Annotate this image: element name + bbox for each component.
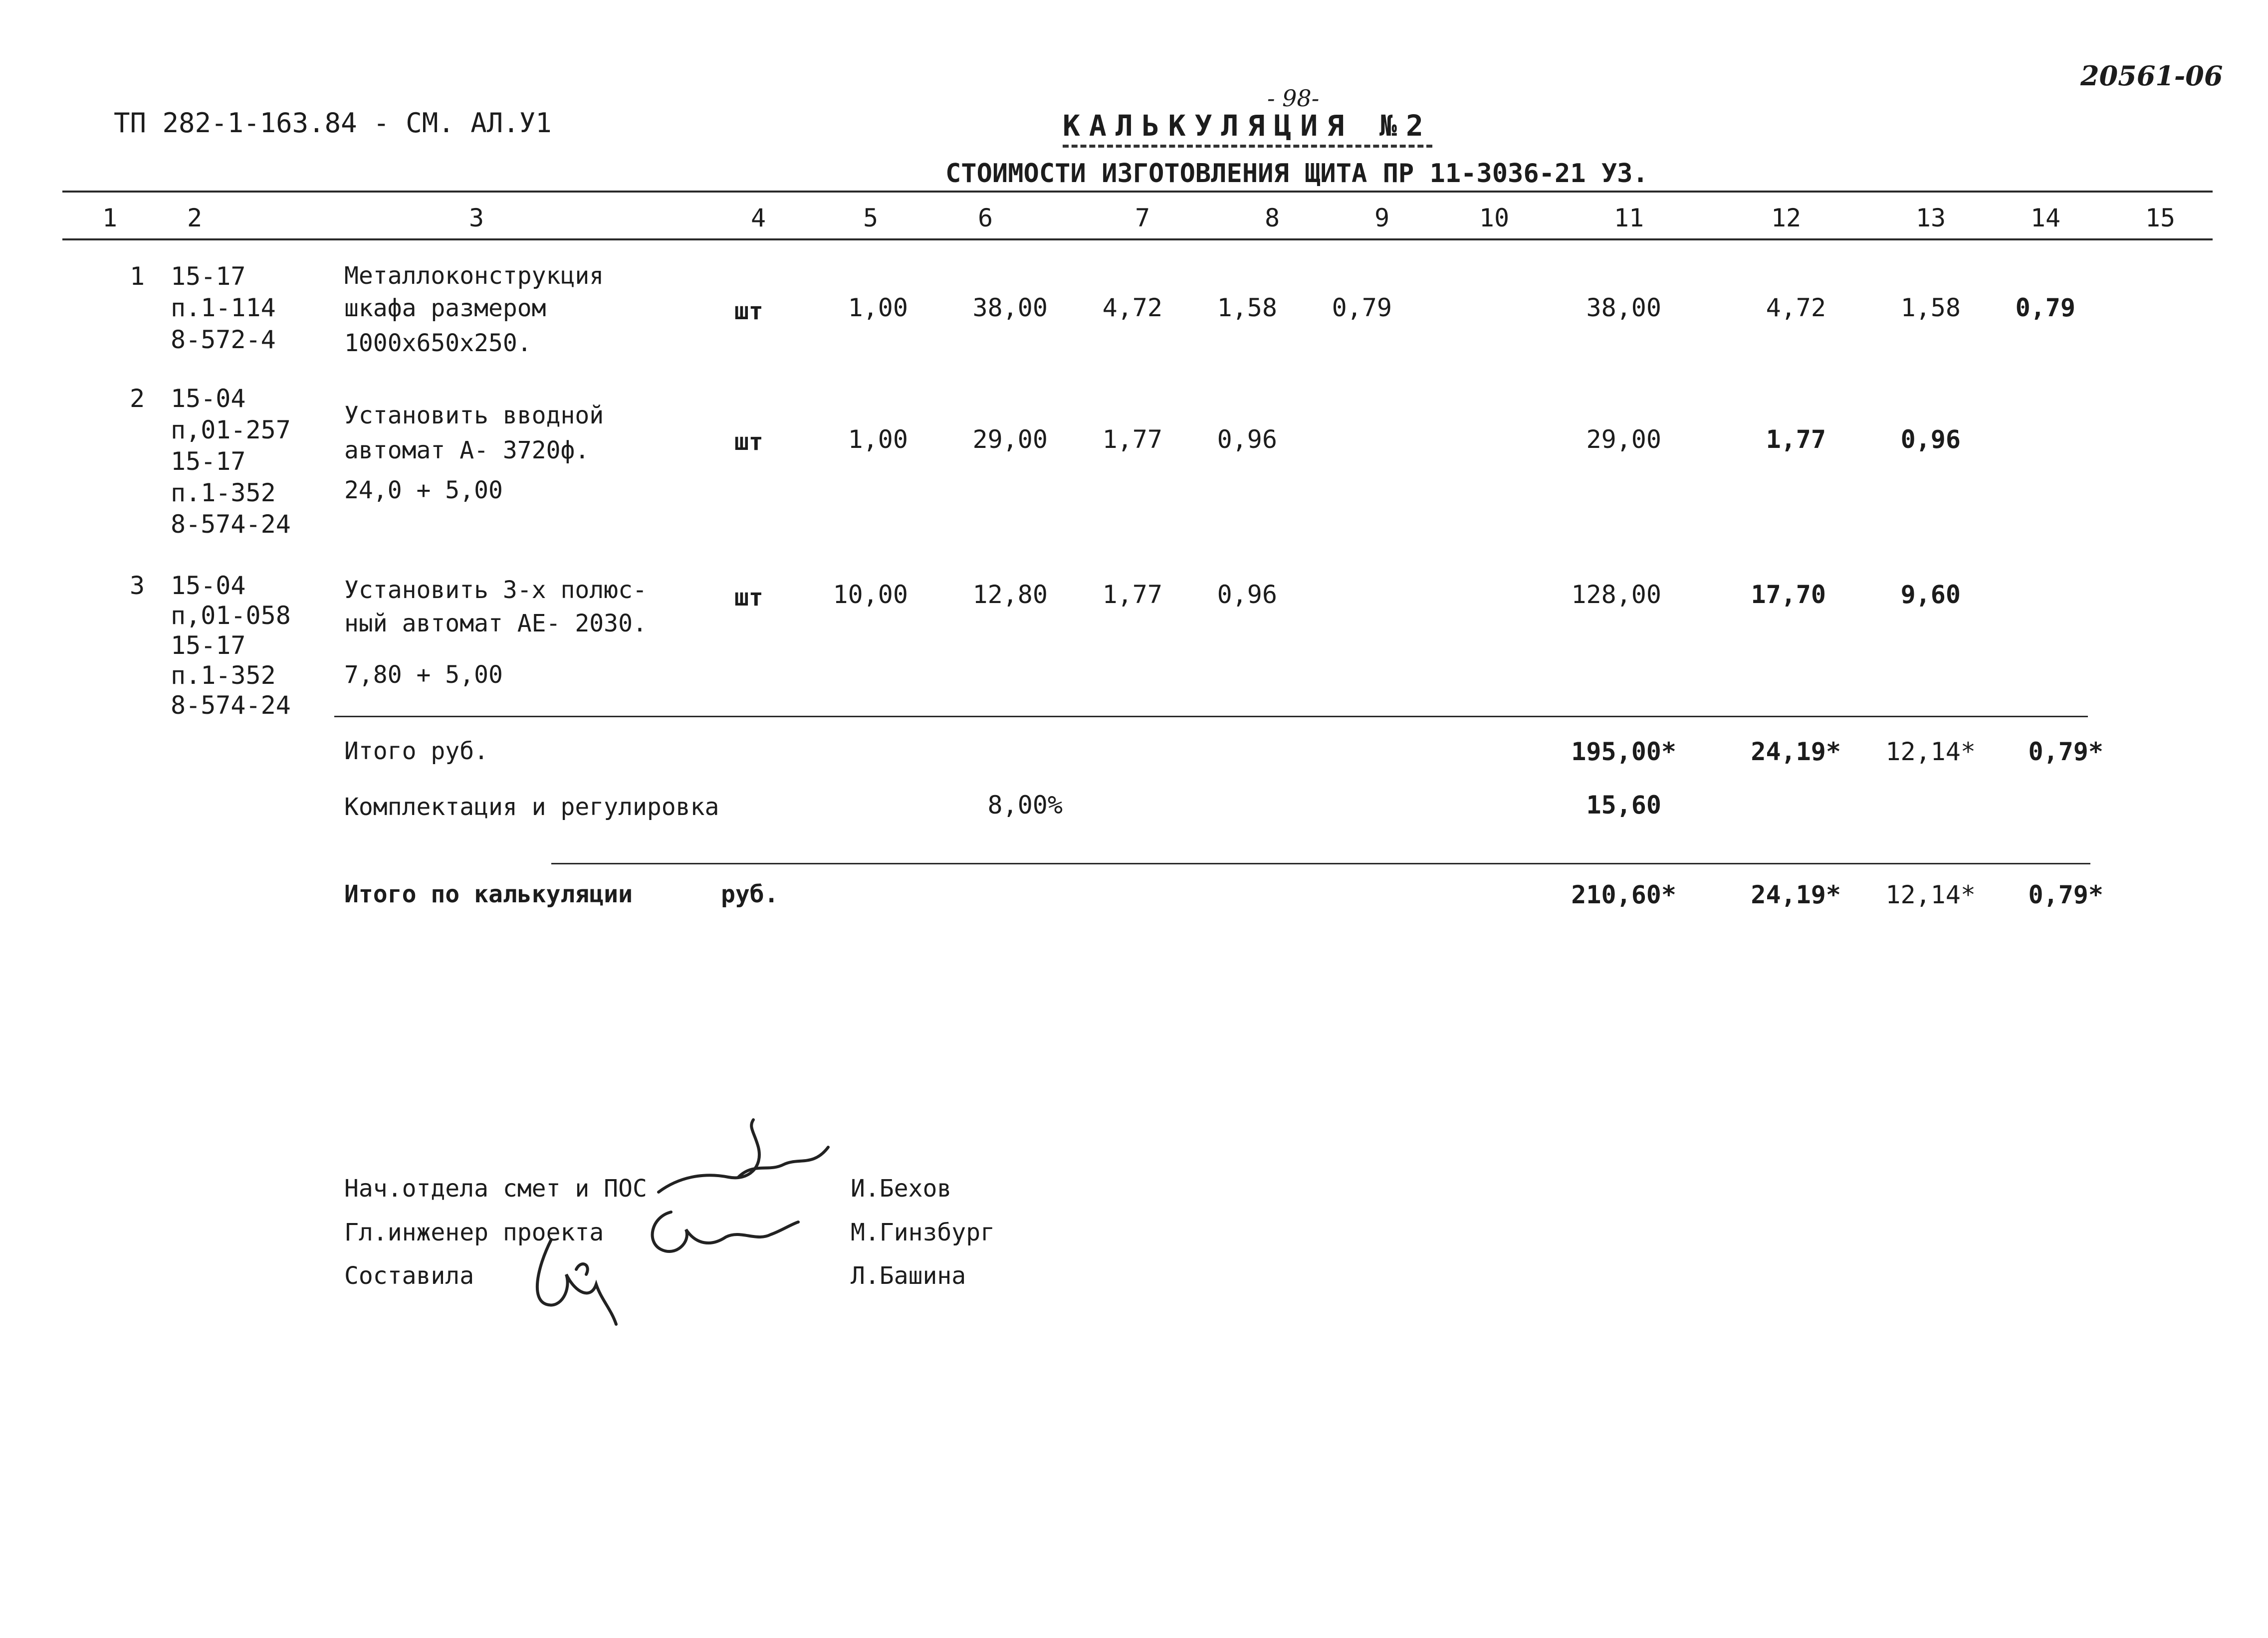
unit-cost: 29,00 bbox=[972, 425, 1048, 454]
unit-wages: 1,77 bbox=[1102, 425, 1162, 454]
signer-role: Составила bbox=[344, 1262, 474, 1290]
norm-code: п.1-352 bbox=[171, 661, 276, 690]
document-title bbox=[1063, 109, 1432, 143]
row-number: 3 bbox=[130, 571, 145, 600]
item-description: шкафа размером bbox=[344, 294, 546, 322]
total-label: Итого по калькуляции bbox=[344, 880, 633, 908]
assembly-cost: 15,60 bbox=[1586, 791, 1661, 819]
unit-wages: 1,77 bbox=[1102, 580, 1162, 609]
column-number: 6 bbox=[977, 204, 993, 232]
archive-number: 20561-06 bbox=[2080, 60, 2223, 92]
unit-machines: 0,96 bbox=[1217, 425, 1277, 454]
document-subtitle: СТОИМОСТИ ИЗГОТОВЛЕНИЯ ЩИТА ПР 11-3036-21 УЗ. bbox=[945, 159, 1648, 189]
item-description: Установить вводной bbox=[344, 402, 604, 429]
quantity: 1,00 bbox=[848, 425, 908, 454]
subtotal-cost: 195,00* bbox=[1571, 737, 1676, 766]
column-number: 3 bbox=[468, 204, 484, 232]
column-number: 15 bbox=[2145, 204, 2176, 232]
signer-name: М.Гинзбург bbox=[851, 1219, 995, 1246]
subtotal-extra: 0,79* bbox=[2028, 737, 2103, 766]
total-wages: 4,72 bbox=[1766, 293, 1826, 322]
total-cost: 38,00 bbox=[1586, 293, 1661, 322]
item-description: 1000х650х250. bbox=[344, 329, 532, 357]
handwritten-signature-icon bbox=[641, 1202, 801, 1267]
subtotal-rule bbox=[334, 716, 2088, 717]
quantity: 10,00 bbox=[833, 580, 908, 609]
total-extra: 0,79 bbox=[2015, 293, 2075, 322]
norm-code: 15-17 bbox=[171, 631, 246, 660]
subtotal-machines: 12,14* bbox=[1885, 737, 1976, 766]
item-description: автомат А- 3720ф. bbox=[344, 436, 590, 464]
subtotal-label: Итого руб. bbox=[344, 737, 488, 765]
total-machines: 1,58 bbox=[1900, 293, 1961, 322]
norm-code: п,01-058 bbox=[171, 601, 291, 630]
signer-name: И.Бехов bbox=[851, 1175, 952, 1203]
norm-code: 8-574-24 bbox=[171, 510, 291, 539]
grand-total-wages: 24,19* bbox=[1751, 880, 1841, 909]
grand-total-machines: 12,14* bbox=[1885, 880, 1976, 909]
column-number: 11 bbox=[1613, 204, 1644, 232]
row-number: 1 bbox=[130, 262, 145, 291]
column-number: 9 bbox=[1374, 204, 1390, 232]
column-number: 12 bbox=[1771, 204, 1802, 232]
row-number: 2 bbox=[130, 384, 145, 413]
norm-code: 15-17 bbox=[171, 262, 246, 291]
column-number: 13 bbox=[1915, 204, 1946, 232]
document-title-text: КАЛЬКУЛЯЦИЯ №2 bbox=[1063, 109, 1432, 148]
table-top-rule bbox=[62, 191, 2213, 193]
item-description: 24,0 + 5,00 bbox=[344, 476, 503, 504]
column-number: 4 bbox=[750, 204, 766, 232]
total-wages: 1,77 bbox=[1766, 425, 1826, 454]
item-description: Установить 3-х полюс- bbox=[344, 576, 647, 604]
column-number: 1 bbox=[102, 204, 118, 232]
signer-role: Нач.отдела смет и ПОС bbox=[344, 1175, 647, 1203]
norm-code: 8-572-4 bbox=[171, 325, 276, 354]
column-number: 8 bbox=[1264, 204, 1280, 232]
doc-reference: ТП 282-1-163.84 - СМ. АЛ.У1 bbox=[114, 107, 552, 139]
item-description: ный автомат АЕ- 2030. bbox=[344, 610, 647, 637]
total-cost: 29,00 bbox=[1586, 425, 1661, 454]
unit: шт bbox=[734, 584, 763, 612]
norm-code: 15-17 bbox=[171, 447, 246, 476]
grand-total-extra: 0,79* bbox=[2028, 880, 2103, 909]
norm-code: 8-574-24 bbox=[171, 691, 291, 720]
total-rule bbox=[551, 863, 2090, 864]
grand-total-cost: 210,60* bbox=[1571, 880, 1676, 909]
quantity: 1,00 bbox=[848, 293, 908, 322]
column-number: 10 bbox=[1479, 204, 1510, 232]
unit-cost: 38,00 bbox=[972, 293, 1048, 322]
norm-code: п,01-257 bbox=[171, 415, 291, 444]
total-cost: 128,00 bbox=[1571, 580, 1661, 609]
column-number: 2 bbox=[187, 204, 203, 232]
signer-role: Гл.инженер проекта bbox=[344, 1219, 604, 1246]
norm-code: п.1-352 bbox=[171, 478, 276, 507]
norm-code: 15-04 bbox=[171, 384, 246, 413]
unit-machines: 1,58 bbox=[1217, 293, 1277, 322]
unit: шт bbox=[734, 297, 763, 325]
total-wages: 17,70 bbox=[1751, 580, 1826, 609]
norm-code: 15-04 bbox=[171, 571, 246, 600]
signer-name: Л.Башина bbox=[851, 1262, 966, 1290]
total-machines: 0,96 bbox=[1900, 425, 1961, 454]
unit-cost: 12,80 bbox=[972, 580, 1048, 609]
norm-code: п.1-114 bbox=[171, 293, 276, 322]
unit-wages: 4,72 bbox=[1102, 293, 1162, 322]
item-description: Металлоконструкция bbox=[344, 262, 604, 290]
unit-machines: 0,96 bbox=[1217, 580, 1277, 609]
assembly-percent: 8,00% bbox=[987, 791, 1063, 819]
subtotal-wages: 24,19* bbox=[1751, 737, 1841, 766]
table-header-rule bbox=[62, 238, 2213, 240]
unit: шт bbox=[734, 428, 763, 456]
column-number: 5 bbox=[863, 204, 879, 232]
item-description: 7,80 + 5,00 bbox=[344, 661, 503, 689]
column-number: 14 bbox=[2030, 204, 2061, 232]
assembly-label: Комплектация и регулировка bbox=[344, 793, 719, 821]
unit-extra: 0,79 bbox=[1332, 293, 1392, 322]
column-number: 7 bbox=[1134, 204, 1150, 232]
page-mark: - 98- bbox=[1267, 85, 1320, 112]
handwritten-signature-icon bbox=[526, 1229, 636, 1334]
total-machines: 9,60 bbox=[1900, 580, 1961, 609]
total-unit: руб. bbox=[721, 880, 779, 908]
